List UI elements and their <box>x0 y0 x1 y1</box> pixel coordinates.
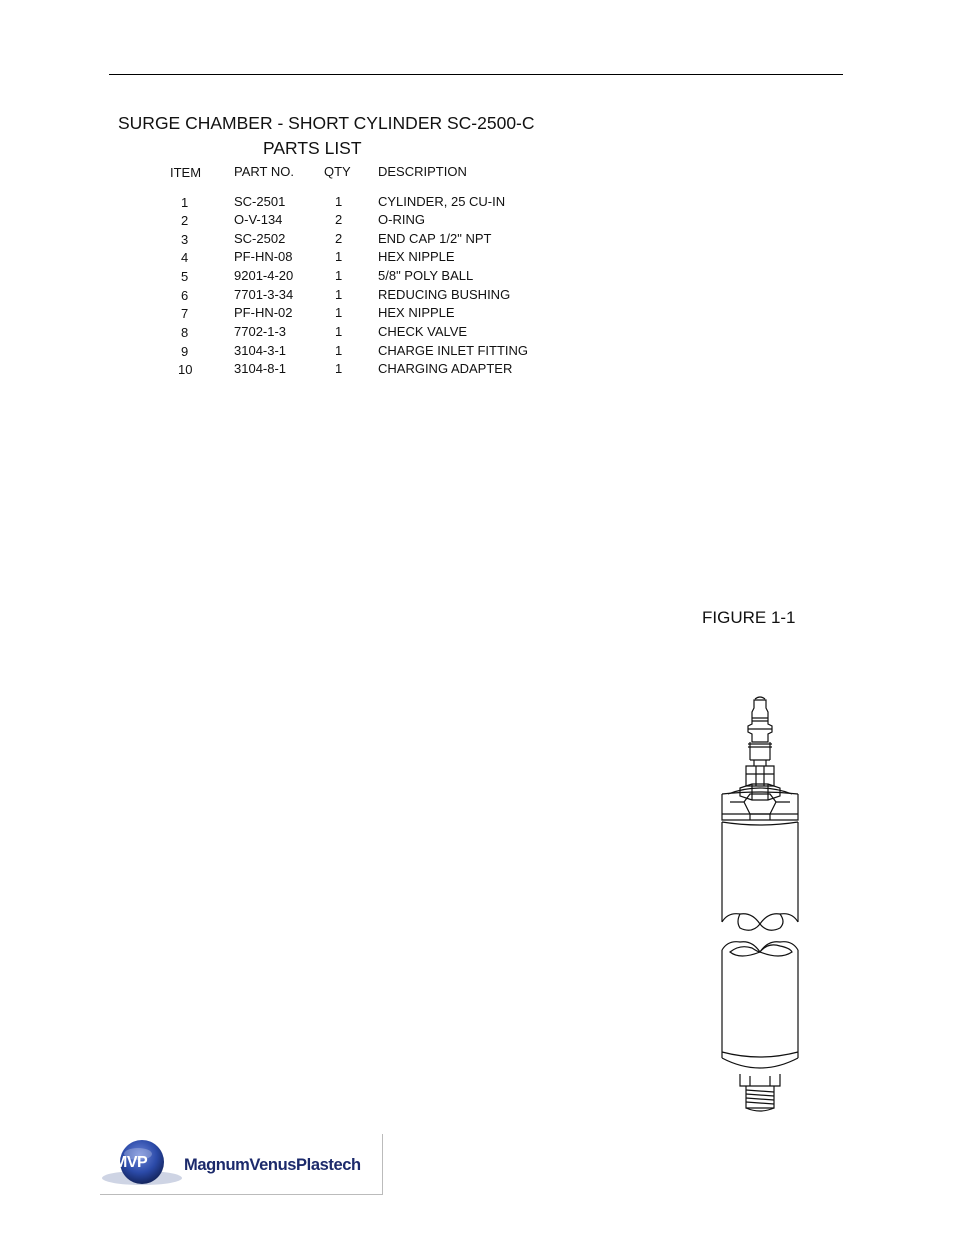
table-cell-item: 6 <box>181 288 189 303</box>
col-header-part-no: PART NO. <box>234 164 294 179</box>
table-cell-item: 3 <box>181 232 189 247</box>
col-header-item: ITEM <box>170 165 202 180</box>
table-cell-item: 8 <box>181 325 189 340</box>
table-cell-part-no: SC-2502 <box>234 231 286 246</box>
table-cell-description: REDUCING BUSHING <box>378 287 511 302</box>
cylinder-upper-section <box>722 822 798 930</box>
table-cell-description: END CAP 1/2" NPT <box>378 231 492 246</box>
table-cell-part-no: PF-HN-02 <box>234 305 293 320</box>
table-cell-part-no: 9201-4-20 <box>234 268 294 283</box>
table-cell-qty: 1 <box>335 305 343 320</box>
table-cell-qty: 1 <box>335 343 343 358</box>
table-cell-item: 5 <box>181 269 189 284</box>
col-header-description: DESCRIPTION <box>378 164 467 179</box>
check-valve-stem <box>746 742 774 786</box>
table-cell-qty: 1 <box>335 249 343 264</box>
table-cell-qty: 1 <box>335 324 343 339</box>
table-cell-description: O-RING <box>378 212 425 227</box>
table-cell-description: CHARGE INLET FITTING <box>378 343 528 358</box>
table-cell-qty: 2 <box>335 212 343 227</box>
table-cell-item: 7 <box>181 306 189 321</box>
table-cell-qty: 1 <box>335 268 343 283</box>
table-cell-part-no: PF-HN-08 <box>234 249 293 264</box>
table-cell-item: 1 <box>181 195 189 210</box>
figure-label: FIGURE 1-1 <box>702 608 796 627</box>
col-header-qty: QTY <box>324 164 351 179</box>
company-logo <box>100 1134 383 1195</box>
table-cell-description: CHECK VALVE <box>378 324 468 339</box>
table-cell-part-no: 7702-1-3 <box>234 324 287 339</box>
header-rule <box>109 74 843 75</box>
table-cell-part-no: SC-2501 <box>234 194 286 209</box>
table-cell-qty: 1 <box>335 194 343 209</box>
table-cell-part-no: 7701-3-34 <box>234 287 294 302</box>
table-cell-description: HEX NIPPLE <box>378 249 455 264</box>
table-cell-item: 10 <box>178 362 193 377</box>
logo-emblem-text: MVP <box>114 1154 148 1171</box>
table-cell-description: HEX NIPPLE <box>378 305 455 320</box>
table-cell-qty: 2 <box>335 231 343 246</box>
table-cell-qty: 1 <box>335 361 343 376</box>
table-cell-part-no: 3104-8-1 <box>234 361 287 376</box>
parts-list-heading: PARTS LIST <box>263 138 362 158</box>
table-cell-description: CHARGING ADAPTER <box>378 361 513 376</box>
table-cell-part-no: 3104-3-1 <box>234 343 287 358</box>
table-cell-item: 4 <box>181 250 189 265</box>
table-cell-part-no: O-V-134 <box>234 212 283 227</box>
table-cell-item: 9 <box>181 344 189 359</box>
table-cell-qty: 1 <box>335 287 343 302</box>
table-cell-item: 2 <box>181 213 189 228</box>
document-title: SURGE CHAMBER - SHORT CYLINDER SC-2500-C <box>118 113 535 133</box>
company-name: MagnumVenusPlastech <box>184 1156 361 1174</box>
table-cell-description: CYLINDER, 25 CU-IN <box>378 194 506 209</box>
cylinder-lower-section <box>722 942 798 1068</box>
lower-end-cap-fitting <box>740 1074 780 1111</box>
upper-end-cap <box>722 784 798 820</box>
table-cell-description: 5/8" POLY BALL <box>378 268 474 283</box>
surge-chamber-drawing <box>700 690 820 1120</box>
charging-adapter-fitting <box>748 697 772 742</box>
